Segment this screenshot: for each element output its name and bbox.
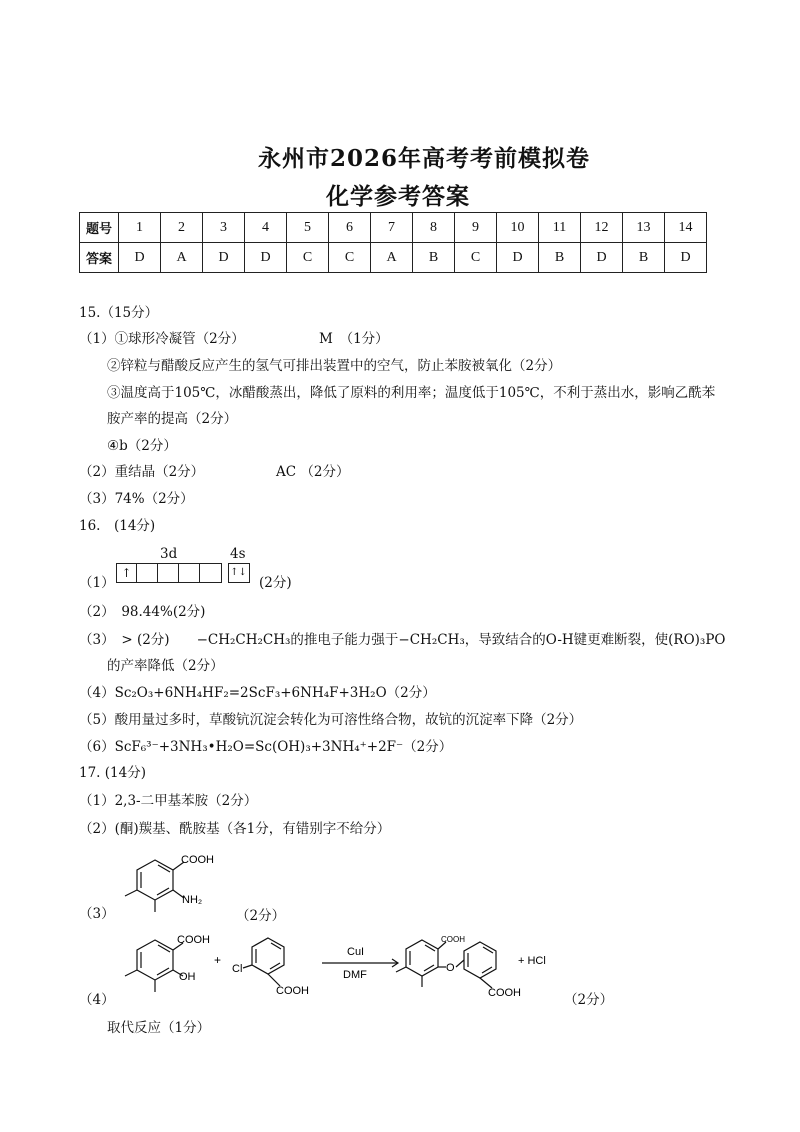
q15-line-6: （3）74%（2分） bbox=[79, 491, 194, 507]
question-number-cell: 6 bbox=[329, 213, 371, 243]
orbital-box bbox=[201, 564, 220, 582]
orbital-box bbox=[138, 564, 158, 582]
question-number-cell: 8 bbox=[413, 213, 455, 243]
product-cooh-top-label: COOH bbox=[441, 935, 465, 944]
plus-sign: + bbox=[214, 953, 222, 967]
question-number-cell: 4 bbox=[245, 213, 287, 243]
q15-line-4: ④b（2分） bbox=[107, 438, 177, 454]
structure-2-3-dimethyl-anthranilic bbox=[110, 848, 230, 918]
q17-line-2: （2）(酮)羰基、酰胺基（各1分，有错别字不给分） bbox=[79, 821, 391, 837]
q15-line-1a: （1）①球形冷凝管（2分） bbox=[79, 331, 245, 347]
answer-table bbox=[79, 212, 707, 273]
question-number-cell: 3 bbox=[203, 213, 245, 243]
answer-cell: C bbox=[287, 243, 329, 273]
q16-line-2: （2） 98.44%(2分) bbox=[79, 604, 206, 620]
answer-cell: B bbox=[413, 243, 455, 273]
mol3-cooh-label: COOH bbox=[181, 854, 214, 866]
answer-cell: C bbox=[455, 243, 497, 273]
q16-heading: 16. (14分) bbox=[79, 518, 156, 534]
q15-line-1b: M （1分） bbox=[319, 331, 389, 347]
orbital-diagram-3d bbox=[116, 563, 222, 583]
chloro-label: Cl bbox=[232, 963, 243, 975]
orbital-diagram-4s bbox=[228, 563, 250, 583]
q17-line-3: （3） bbox=[79, 906, 115, 922]
q15-line-3b: 胺产率的提高（2分） bbox=[107, 411, 238, 427]
q15-heading: 15.（15分） bbox=[79, 305, 159, 321]
answer-cell: D bbox=[245, 243, 287, 273]
q16-line-6: （6）ScF₆³⁻+3NH₃•H₂O=Sc(OH)₃+3NH₄⁺+2F⁻（2分） bbox=[79, 739, 453, 755]
answer-cell: A bbox=[161, 243, 203, 273]
question-number-cell: 13 bbox=[623, 213, 665, 243]
answer-cell: D bbox=[581, 243, 623, 273]
answer-cell: B bbox=[539, 243, 581, 273]
q16-line-1-score: (2分) bbox=[259, 575, 292, 591]
q16-line-3: （3） > (2分) −CH₂CH₂CH₃的推电子能力强于−CH₂CH₃，导致结合的O-H键更难断裂，使(RO)₃PO bbox=[79, 632, 726, 648]
reactant2-cooh-label: COOH bbox=[276, 985, 309, 997]
question-number-cell: 10 bbox=[497, 213, 539, 243]
orbital-box: ↑ bbox=[117, 564, 137, 582]
answer-cell: D bbox=[119, 243, 161, 273]
orbital-box bbox=[180, 564, 200, 582]
answer-cell: C bbox=[329, 243, 371, 273]
q15-line-2: ②锌粒与醋酸反应产生的氢气可排出装置中的空气，防止苯胺被氧化（2分） bbox=[107, 358, 562, 374]
question-number-cell: 7 bbox=[371, 213, 413, 243]
q15-line-5b: AC （2分） bbox=[276, 464, 350, 480]
question-number-cell: 9 bbox=[455, 213, 497, 243]
reagent-top-label: CuI bbox=[347, 946, 365, 958]
page-subtitle: 化学参考答案 bbox=[326, 183, 470, 210]
question-number-cell: 2 bbox=[161, 213, 203, 243]
mol4-oh-label: OH bbox=[179, 971, 196, 983]
answer-cell: D bbox=[203, 243, 245, 273]
q17-line-5: 取代反应（1分） bbox=[107, 1020, 211, 1036]
product-oxygen-label: O bbox=[446, 962, 455, 974]
orbital-3d-label: 3d bbox=[160, 546, 178, 562]
plus-hcl-label: + HCl bbox=[518, 955, 546, 967]
q15-line-5a: （2）重结晶（2分） bbox=[79, 464, 205, 480]
reagent-bottom-label: DMF bbox=[343, 969, 367, 981]
orbital-4s-label: 4s bbox=[230, 546, 246, 562]
answer-cell: D bbox=[497, 243, 539, 273]
table-row bbox=[80, 243, 707, 273]
q17-line-3-score: （2分） bbox=[236, 908, 286, 924]
q16-line-1: （1） bbox=[79, 575, 115, 591]
q17-line-1: （1）2,3-二甲基苯胺（2分） bbox=[79, 793, 258, 809]
question-number-cell: 5 bbox=[287, 213, 329, 243]
table-header-cell: 题号 bbox=[80, 213, 119, 243]
question-number-cell: 12 bbox=[581, 213, 623, 243]
q17-heading: 17. (14分) bbox=[79, 765, 146, 781]
table-header-cell: 答案 bbox=[80, 243, 119, 273]
q16-line-3b: 的产率降低（2分） bbox=[107, 658, 224, 674]
question-number-cell: 11 bbox=[539, 213, 581, 243]
page-title: 永州市2026年高考考前模拟卷 bbox=[258, 145, 591, 172]
question-number-cell: 14 bbox=[665, 213, 707, 243]
q15-line-3: ③温度高于105℃，冰醋酸蒸出，降低了原料的利用率；温度低于105℃，不利于蒸出水，影响乙酰苯 bbox=[107, 385, 716, 401]
q16-line-4: （4）Sc₂O₃+6NH₄HF₂=2ScF₃+6NH₄F+3H₂O（2分） bbox=[79, 685, 436, 701]
answer-cell: D bbox=[665, 243, 707, 273]
orbital-box bbox=[159, 564, 179, 582]
table-row bbox=[80, 213, 707, 243]
product-cooh-label: COOH bbox=[488, 987, 521, 999]
mol4-cooh-label: COOH bbox=[177, 934, 210, 946]
answer-cell: A bbox=[371, 243, 413, 273]
reaction-scheme bbox=[100, 930, 570, 1010]
orbital-box: ↑↓ bbox=[230, 567, 247, 578]
mol3-nh2-label: NH₂ bbox=[182, 894, 203, 906]
answer-cell: B bbox=[623, 243, 665, 273]
question-number-cell: 1 bbox=[119, 213, 161, 243]
q17-line-4-score: （2分） bbox=[564, 992, 614, 1008]
q16-line-5: （5）酸用量过多时，草酸钪沉淀会转化为可溶性络合物，故钪的沉淀率下降（2分） bbox=[79, 712, 583, 728]
q17-line-4: （4） bbox=[79, 992, 115, 1008]
